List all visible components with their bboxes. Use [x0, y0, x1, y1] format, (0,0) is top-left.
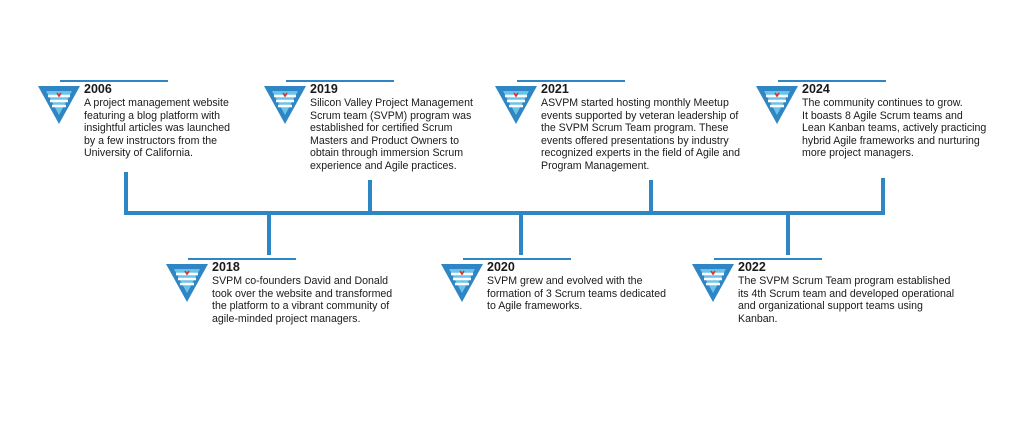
description-line: SVPM co-founders David and Donald: [212, 275, 389, 287]
year-underline: [60, 80, 168, 82]
event-description: [84, 97, 230, 160]
svpm-logo-icon: [264, 85, 306, 125]
description-line: to Agile frameworks.: [487, 300, 583, 313]
description-line: A project management website: [84, 97, 229, 109]
description-line: more project managers.: [802, 147, 914, 160]
description-line: The community continues to grow.: [802, 97, 963, 109]
event-description: [738, 275, 954, 325]
year-underline: [517, 80, 625, 82]
event-year: 2022: [738, 260, 766, 274]
event-description: [541, 97, 740, 173]
svpm-logo-icon: [692, 263, 734, 303]
connector-2024: [881, 178, 885, 215]
connector-2022: [786, 211, 790, 255]
description-line: events offered presentations by industry: [541, 134, 729, 147]
description-line: events supported by veteran leadership of: [541, 109, 739, 122]
description-line: and organizational support teams using: [738, 300, 923, 313]
svpm-logo-icon: [441, 263, 483, 303]
description-line: the SVPM Scrum Team program. These: [541, 122, 729, 135]
connector-2021: [649, 180, 653, 215]
event-year: 2024: [802, 82, 830, 96]
description-line: hybrid Agile frameworks and nurturing: [802, 134, 980, 147]
description-line: its 4th Scrum team and developed operational: [738, 287, 955, 300]
event-description: [802, 97, 986, 160]
description-line: insightful articles was launched: [84, 122, 231, 135]
year-underline: [778, 80, 886, 82]
year-underline: [463, 258, 571, 260]
event-year: 2020: [487, 260, 515, 274]
svpm-logo-icon: [756, 85, 798, 125]
description-line: Masters and Product Owners to: [310, 134, 459, 147]
description-line: obtain through immersion Scrum: [310, 147, 464, 160]
description-line: recognized experts in the field of Agile and: [541, 147, 741, 160]
description-line: The SVPM Scrum Team program established: [738, 275, 951, 287]
description-line: formation of 3 Scrum teams dedicated: [487, 287, 667, 300]
description-line: agile-minded project managers.: [212, 312, 361, 325]
description-line: Program Management.: [541, 159, 650, 172]
year-underline: [188, 258, 296, 260]
description-line: established for certified Scrum: [310, 122, 453, 135]
description-line: University of California.: [84, 147, 193, 160]
event-description: [212, 275, 392, 325]
description-line: Kanban.: [738, 312, 778, 325]
connector-2018: [267, 211, 271, 255]
connector-2020: [519, 211, 523, 255]
description-line: by a few instructors from the: [84, 134, 218, 147]
description-line: the platform to a vibrant community of: [212, 300, 390, 313]
event-description: [310, 97, 473, 173]
description-line: Lean Kanban teams, actively practicing: [802, 122, 987, 135]
description-line: Silicon Valley Project Management: [310, 97, 473, 109]
description-line: ASVPM started hosting monthly Meetup: [541, 97, 729, 109]
description-line: experience and Agile practices.: [310, 159, 457, 172]
svpm-logo-icon: [38, 85, 80, 125]
description-line: featuring a blog platform with: [84, 109, 221, 122]
event-year: 2006: [84, 82, 112, 96]
year-underline: [286, 80, 394, 82]
svpm-logo-icon: [495, 85, 537, 125]
description-line: SVPM grew and evolved with the: [487, 275, 643, 287]
description-line: Scrum team (SVPM) program was: [310, 109, 472, 122]
description-line: took over the website and transformed: [212, 287, 393, 300]
event-year: 2019: [310, 82, 338, 96]
connector-2006: [124, 172, 128, 215]
description-line: It boasts 8 Agile Scrum teams and: [802, 109, 963, 122]
connector-2019: [368, 180, 372, 215]
event-year: 2018: [212, 260, 240, 274]
timeline-spine: [124, 211, 885, 215]
event-description: [487, 275, 666, 313]
svpm-logo-icon: [166, 263, 208, 303]
year-underline: [714, 258, 822, 260]
event-year: 2021: [541, 82, 569, 96]
